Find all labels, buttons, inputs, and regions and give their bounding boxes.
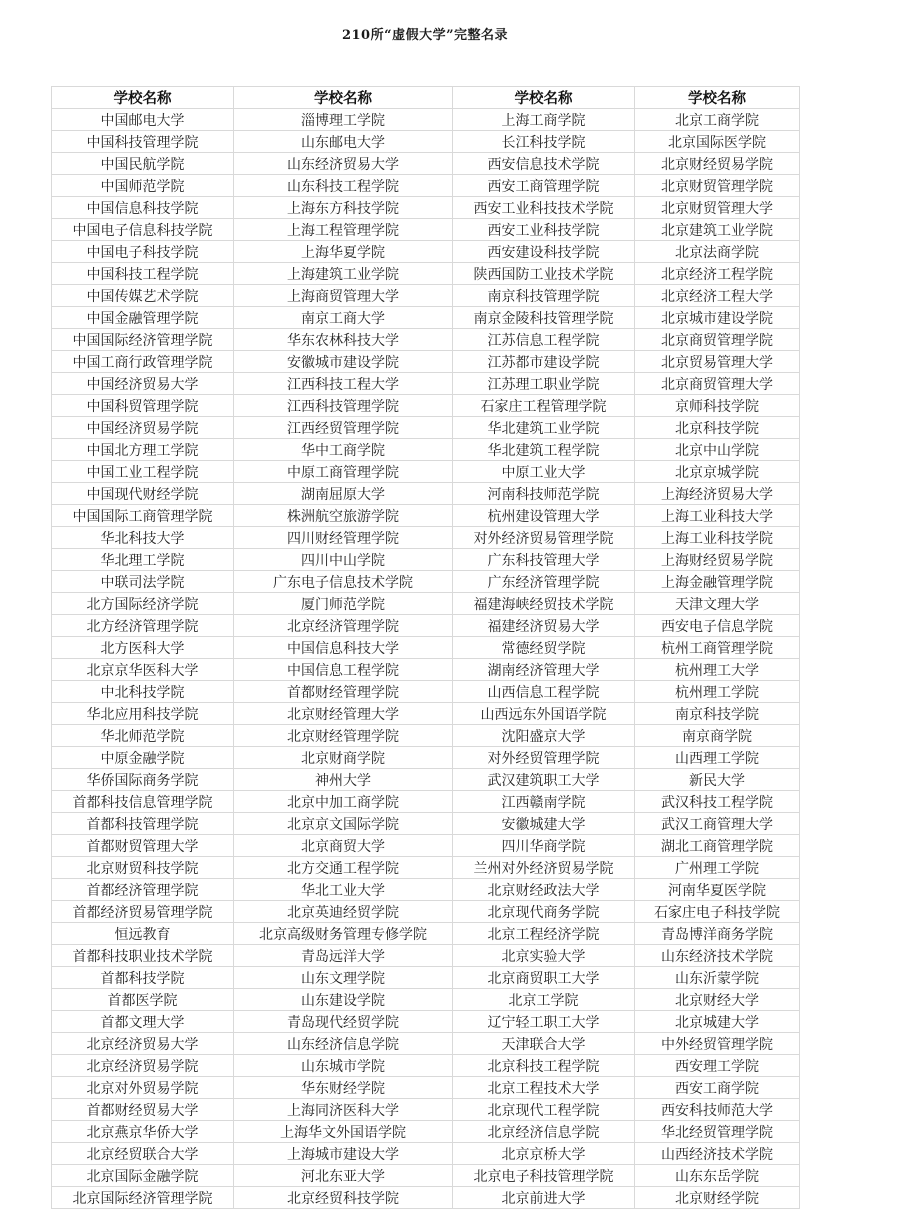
table-cell: 北京科技工程学院 (453, 1055, 635, 1077)
table-row (52, 1165, 800, 1187)
table-row (52, 879, 800, 901)
table-cell: 北京财商学院 (234, 747, 453, 769)
table-cell: 西安工商学院 (635, 1077, 800, 1099)
table-row (52, 571, 800, 593)
table-cell: 北京工程技术大学 (453, 1077, 635, 1099)
table-cell: 北京高级财务管理专修学院 (234, 923, 453, 945)
table-row (52, 527, 800, 549)
table-cell: 北京经济工程学院 (635, 263, 800, 285)
table-cell: 上海建筑工业学院 (234, 263, 453, 285)
table-cell: 华东农林科技大学 (234, 329, 453, 351)
table-cell: 山西理工学院 (635, 747, 800, 769)
table-cell: 北京经济管理学院 (234, 615, 453, 637)
table-row (52, 351, 800, 373)
table-cell: 华北理工学院 (52, 549, 234, 571)
table-cell: 北京贸易管理大学 (635, 351, 800, 373)
table-cell: 中国北方理工学院 (52, 439, 234, 461)
table-cell: 江西科技工程大学 (234, 373, 453, 395)
table-cell: 中国师范学院 (52, 175, 234, 197)
table-cell: 北京经贸联合大学 (52, 1143, 234, 1165)
table-row (52, 285, 800, 307)
table-cell: 陕西国防工业技术学院 (453, 263, 635, 285)
table-cell: 湖北工商管理学院 (635, 835, 800, 857)
table-cell: 山东科技工程学院 (234, 175, 453, 197)
table-cell: 华侨国际商务学院 (52, 769, 234, 791)
table-cell: 厦门师范学院 (234, 593, 453, 615)
table-cell: 青岛现代经贸学院 (234, 1011, 453, 1033)
table-cell: 广东电子信息技术学院 (234, 571, 453, 593)
table-row (52, 241, 800, 263)
table-cell: 北京商贸管理大学 (635, 373, 800, 395)
table-cell: 华北经贸管理学院 (635, 1121, 800, 1143)
table-cell: 江西科技管理学院 (234, 395, 453, 417)
table-cell: 北京英迪经贸学院 (234, 901, 453, 923)
table-cell: 南京商学院 (635, 725, 800, 747)
table-cell: 京师科技学院 (635, 395, 800, 417)
table-row (52, 1099, 800, 1121)
table-row (52, 175, 800, 197)
table-cell: 北京财经管理大学 (234, 703, 453, 725)
table-cell: 中国金融管理学院 (52, 307, 234, 329)
table-cell: 北京城市建设学院 (635, 307, 800, 329)
table-cell: 中国电子科技学院 (52, 241, 234, 263)
table-cell: 中联司法学院 (52, 571, 234, 593)
table-row (52, 109, 800, 131)
table-cell: 西安电子信息学院 (635, 615, 800, 637)
table-cell: 株洲航空旅游学院 (234, 505, 453, 527)
table-cell: 北京国际金融学院 (52, 1165, 234, 1187)
table-cell: 山东东岳学院 (635, 1165, 800, 1187)
table-row (52, 1033, 800, 1055)
table-cell: 青岛远洋大学 (234, 945, 453, 967)
table-cell: 河北东亚大学 (234, 1165, 453, 1187)
table-row (52, 1077, 800, 1099)
table-row (52, 725, 800, 747)
column-header: 学校名称 (453, 87, 635, 109)
table-cell: 北京财经贸易学院 (635, 153, 800, 175)
table-cell: 北京城建大学 (635, 1011, 800, 1033)
table-cell: 江苏理工职业学院 (453, 373, 635, 395)
table-cell: 西安工商管理学院 (453, 175, 635, 197)
table-cell: 中北科技学院 (52, 681, 234, 703)
table-cell: 中国科技工程学院 (52, 263, 234, 285)
table-cell: 首都文理大学 (52, 1011, 234, 1033)
table-row (52, 461, 800, 483)
table-row (52, 219, 800, 241)
table-row (52, 307, 800, 329)
table-cell: 山西经济技术学院 (635, 1143, 800, 1165)
table-cell: 北京京桥大学 (453, 1143, 635, 1165)
table-row (52, 417, 800, 439)
table-cell: 山东文理学院 (234, 967, 453, 989)
table-cell: 四川中山学院 (234, 549, 453, 571)
table-cell: 江苏信息工程学院 (453, 329, 635, 351)
table-cell: 北京燕京华侨大学 (52, 1121, 234, 1143)
table-cell: 上海工商学院 (453, 109, 635, 131)
table-cell: 北京国际经济管理学院 (52, 1187, 234, 1209)
table-cell: 西安信息技术学院 (453, 153, 635, 175)
table-cell: 武汉建筑职工大学 (453, 769, 635, 791)
table-cell: 上海同济医科大学 (234, 1099, 453, 1121)
table-cell: 北方医科大学 (52, 637, 234, 659)
table-cell: 中外经贸管理学院 (635, 1033, 800, 1055)
table-cell: 山西信息工程学院 (453, 681, 635, 703)
table-row (52, 659, 800, 681)
table-cell: 西安建设科技学院 (453, 241, 635, 263)
table-cell: 中国科技管理学院 (52, 131, 234, 153)
table-row (52, 1011, 800, 1033)
table-cell: 首都经济管理学院 (52, 879, 234, 901)
table-cell: 北方经济管理学院 (52, 615, 234, 637)
table-row (52, 373, 800, 395)
table-cell: 北方交通工程学院 (234, 857, 453, 879)
table-cell: 西安理工学院 (635, 1055, 800, 1077)
table-cell: 中国国际经济管理学院 (52, 329, 234, 351)
table-cell: 天津联合大学 (453, 1033, 635, 1055)
table-cell: 山东建设学院 (234, 989, 453, 1011)
table-row (52, 901, 800, 923)
table-row (52, 681, 800, 703)
table-cell: 首都财贸管理大学 (52, 835, 234, 857)
table-cell: 河南华夏医学院 (635, 879, 800, 901)
table-cell: 中国信息科技学院 (52, 197, 234, 219)
table-cell: 华北建筑工业学院 (453, 417, 635, 439)
table-cell: 北京财贸管理学院 (635, 175, 800, 197)
table-cell: 北京科技学院 (635, 417, 800, 439)
table-cell: 长江科技学院 (453, 131, 635, 153)
table-cell: 华东财经学院 (234, 1077, 453, 1099)
table-row (52, 835, 800, 857)
table-cell: 华北建筑工程学院 (453, 439, 635, 461)
table-cell: 中国科贸管理学院 (52, 395, 234, 417)
table-cell: 北京电子科技管理学院 (453, 1165, 635, 1187)
table-cell: 中国电子信息科技学院 (52, 219, 234, 241)
table-cell: 新民大学 (635, 769, 800, 791)
table-row (52, 967, 800, 989)
table-cell: 华北应用科技学院 (52, 703, 234, 725)
table-cell: 杭州工商管理学院 (635, 637, 800, 659)
table-row (52, 637, 800, 659)
table-cell: 华北师范学院 (52, 725, 234, 747)
table-row (52, 857, 800, 879)
table-row (52, 395, 800, 417)
table-cell: 杭州理工学院 (635, 681, 800, 703)
table-row (52, 439, 800, 461)
table-cell: 北京中加工商学院 (234, 791, 453, 813)
table-cell: 北京工程经济学院 (453, 923, 635, 945)
table-cell: 北京财经管理学院 (234, 725, 453, 747)
table-cell: 四川财经管理学院 (234, 527, 453, 549)
table-row (52, 1055, 800, 1077)
table-cell: 北方国际经济学院 (52, 593, 234, 615)
table-cell: 湖南经济管理大学 (453, 659, 635, 681)
table-cell: 杭州理工大学 (635, 659, 800, 681)
table-cell: 中原金融学院 (52, 747, 234, 769)
table-cell: 中国传媒艺术学院 (52, 285, 234, 307)
table-cell: 上海财经贸易学院 (635, 549, 800, 571)
table-cell: 北京经济信息学院 (453, 1121, 635, 1143)
table-cell: 广州理工学院 (635, 857, 800, 879)
table-cell: 中国邮电大学 (52, 109, 234, 131)
table-cell: 四川华商学院 (453, 835, 635, 857)
table-cell: 安徽城市建设学院 (234, 351, 453, 373)
table-cell: 上海商贸管理大学 (234, 285, 453, 307)
table-cell: 首都经济贸易管理学院 (52, 901, 234, 923)
table-row (52, 1121, 800, 1143)
table-cell: 北京对外贸易学院 (52, 1077, 234, 1099)
table-cell: 西安工业科技学院 (453, 219, 635, 241)
table-cell: 华北工业大学 (234, 879, 453, 901)
table-cell: 河南科技师范学院 (453, 483, 635, 505)
table-row (52, 923, 800, 945)
table-cell: 江苏都市建设学院 (453, 351, 635, 373)
table-cell: 北京现代商务学院 (453, 901, 635, 923)
table-cell: 石家庄电子科技学院 (635, 901, 800, 923)
table-cell: 上海东方科技学院 (234, 197, 453, 219)
table-cell: 北京商贸大学 (234, 835, 453, 857)
table-row (52, 615, 800, 637)
table-cell: 北京财经大学 (635, 989, 800, 1011)
table-cell: 中国国际工商管理学院 (52, 505, 234, 527)
table-cell: 中国工商行政管理学院 (52, 351, 234, 373)
table-cell: 福建海峡经贸技术学院 (453, 593, 635, 615)
table-cell: 中原工商管理学院 (234, 461, 453, 483)
table-cell: 上海金融管理学院 (635, 571, 800, 593)
table-cell: 北京商贸管理学院 (635, 329, 800, 351)
table-cell: 华北科技大学 (52, 527, 234, 549)
table-cell: 兰州对外经济贸易学院 (453, 857, 635, 879)
table-cell: 南京科技学院 (635, 703, 800, 725)
table-cell: 首都科技管理学院 (52, 813, 234, 835)
table-cell: 青岛博洋商务学院 (635, 923, 800, 945)
table-cell: 北京经济贸易学院 (52, 1055, 234, 1077)
table-cell: 山西远东外国语学院 (453, 703, 635, 725)
table-cell: 首都科技信息管理学院 (52, 791, 234, 813)
table-header-row (52, 87, 800, 109)
table-cell: 北京法商学院 (635, 241, 800, 263)
table-row (52, 593, 800, 615)
table-row (52, 505, 800, 527)
table-cell: 中国工业工程学院 (52, 461, 234, 483)
table-cell: 西安科技师范大学 (635, 1099, 800, 1121)
table-row (52, 153, 800, 175)
table-cell: 北京现代工程学院 (453, 1099, 635, 1121)
table-cell: 北京京文国际学院 (234, 813, 453, 835)
table-cell: 南京金陵科技管理学院 (453, 307, 635, 329)
table-cell: 上海华夏学院 (234, 241, 453, 263)
table-cell: 上海华文外国语学院 (234, 1121, 453, 1143)
table-cell: 天津文理大学 (635, 593, 800, 615)
table-cell: 山东经济贸易大学 (234, 153, 453, 175)
table-cell: 上海经济贸易大学 (635, 483, 800, 505)
table-cell: 南京工商大学 (234, 307, 453, 329)
table-cell: 北京国际医学院 (635, 131, 800, 153)
table-row (52, 989, 800, 1011)
table-cell: 南京科技管理学院 (453, 285, 635, 307)
table-cell: 安徽城建大学 (453, 813, 635, 835)
table-cell: 首都财经管理学院 (234, 681, 453, 703)
table-row (52, 131, 800, 153)
school-list-table-wrapper (51, 86, 800, 1209)
table-cell: 湖南屈原大学 (234, 483, 453, 505)
table-cell: 恒远教育 (52, 923, 234, 945)
table-cell: 北京财贸科技学院 (52, 857, 234, 879)
table-row (52, 197, 800, 219)
table-cell: 首都科技职业技术学院 (52, 945, 234, 967)
column-header: 学校名称 (234, 87, 453, 109)
table-cell: 武汉科技工程学院 (635, 791, 800, 813)
table-cell: 山东沂蒙学院 (635, 967, 800, 989)
table-cell: 福建经济贸易大学 (453, 615, 635, 637)
table-cell: 首都医学院 (52, 989, 234, 1011)
table-cell: 江西赣南学院 (453, 791, 635, 813)
page-title: 210所“虚假大学”完整名录 (341, 28, 509, 43)
table-body (52, 109, 800, 1209)
column-header: 学校名称 (635, 87, 800, 109)
table-cell: 上海工业科技大学 (635, 505, 800, 527)
table-cell: 江西经贸管理学院 (234, 417, 453, 439)
table-cell: 对外经贸管理学院 (453, 747, 635, 769)
table-cell: 北京商贸职工大学 (453, 967, 635, 989)
table-cell: 北京实验大学 (453, 945, 635, 967)
table-cell: 北京工商学院 (635, 109, 800, 131)
table-row (52, 549, 800, 571)
table-cell: 首都财经贸易大学 (52, 1099, 234, 1121)
table-cell: 北京经济贸易大学 (52, 1033, 234, 1055)
table-cell: 中国现代财经学院 (52, 483, 234, 505)
table-cell: 杭州建设管理大学 (453, 505, 635, 527)
table-cell: 石家庄工程管理学院 (453, 395, 635, 417)
table-cell: 沈阳盛京大学 (453, 725, 635, 747)
table-cell: 上海工业科技学院 (635, 527, 800, 549)
table-cell: 辽宁轻工职工大学 (453, 1011, 635, 1033)
table-cell: 北京前进大学 (453, 1187, 635, 1209)
table-cell: 山东经济技术学院 (635, 945, 800, 967)
table-cell: 北京京城学院 (635, 461, 800, 483)
table-cell: 中国经济贸易学院 (52, 417, 234, 439)
table-cell: 上海工程管理学院 (234, 219, 453, 241)
table-cell: 广东经济管理学院 (453, 571, 635, 593)
table-row (52, 703, 800, 725)
table-cell: 神州大学 (234, 769, 453, 791)
table-row (52, 1187, 800, 1209)
table-cell: 北京中山学院 (635, 439, 800, 461)
table-row (52, 329, 800, 351)
table-cell: 北京财经学院 (635, 1187, 800, 1209)
table-cell: 中国信息科技大学 (234, 637, 453, 659)
school-list-table (51, 86, 800, 1209)
table-cell: 北京建筑工业学院 (635, 219, 800, 241)
table-cell: 常德经贸学院 (453, 637, 635, 659)
table-cell: 北京京华医科大学 (52, 659, 234, 681)
table-row (52, 483, 800, 505)
table-cell: 广东科技管理大学 (453, 549, 635, 571)
table-row (52, 769, 800, 791)
table-cell: 山东邮电大学 (234, 131, 453, 153)
table-cell: 华中工商学院 (234, 439, 453, 461)
table-cell: 中国民航学院 (52, 153, 234, 175)
table-cell: 山东经济信息学院 (234, 1033, 453, 1055)
table-cell: 北京经贸科技学院 (234, 1187, 453, 1209)
table-cell: 上海城市建设大学 (234, 1143, 453, 1165)
table-cell: 西安工业科技技术学院 (453, 197, 635, 219)
table-cell: 对外经济贸易管理学院 (453, 527, 635, 549)
table-cell: 北京经济工程大学 (635, 285, 800, 307)
table-cell: 淄博理工学院 (234, 109, 453, 131)
table-cell: 武汉工商管理大学 (635, 813, 800, 835)
table-cell: 北京工学院 (453, 989, 635, 1011)
table-cell: 中国经济贸易大学 (52, 373, 234, 395)
table-cell: 中原工业大学 (453, 461, 635, 483)
column-header: 学校名称 (52, 87, 234, 109)
table-cell: 首都科技学院 (52, 967, 234, 989)
table-cell: 山东城市学院 (234, 1055, 453, 1077)
table-row (52, 945, 800, 967)
table-row (52, 747, 800, 769)
table-cell: 北京财贸管理大学 (635, 197, 800, 219)
table-row (52, 1143, 800, 1165)
table-row (52, 263, 800, 285)
table-row (52, 791, 800, 813)
table-cell: 中国信息工程学院 (234, 659, 453, 681)
table-row (52, 813, 800, 835)
table-cell: 北京财经政法大学 (453, 879, 635, 901)
